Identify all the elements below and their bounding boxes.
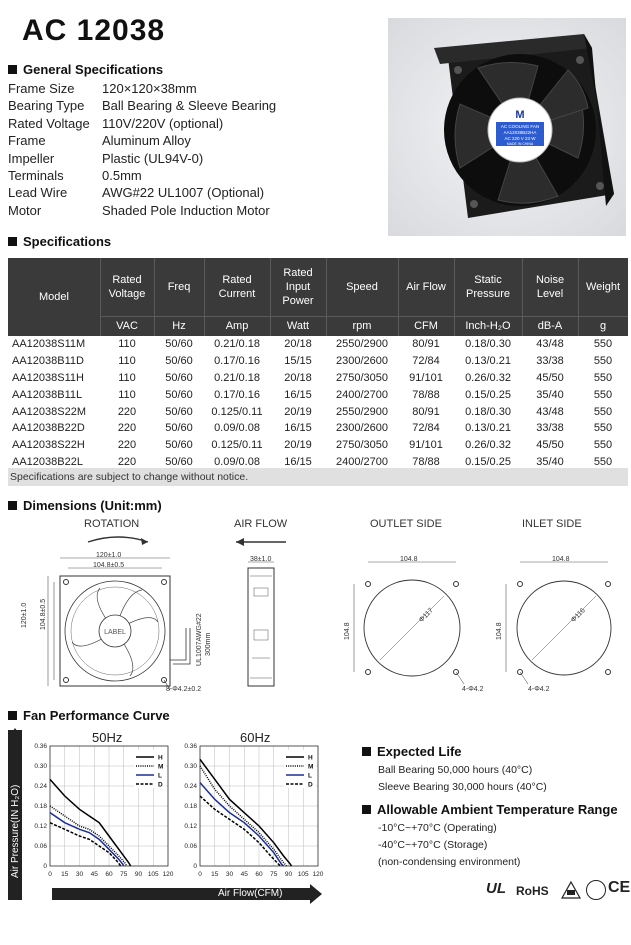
outlet-width: 104.8 bbox=[400, 556, 418, 563]
spec-table-cell: 550 bbox=[593, 338, 613, 351]
y-tick-label: 0.36 bbox=[184, 743, 197, 750]
front-view-drawing bbox=[30, 530, 220, 700]
bullet-square-icon bbox=[8, 65, 17, 74]
rohs-mark: RoHS bbox=[516, 884, 549, 898]
legend-label: D bbox=[158, 781, 163, 789]
airflow-label: AIR FLOW bbox=[234, 518, 288, 530]
general-spec-key: Impeller bbox=[8, 150, 55, 166]
spec-table-cell: 91/101 bbox=[409, 439, 443, 452]
spec-table-cell: 550 bbox=[593, 388, 613, 401]
general-spec-heading bbox=[8, 62, 163, 77]
spec-table-cell: 0.15/0.25 bbox=[465, 455, 511, 468]
x-tick-label: 45 bbox=[240, 871, 248, 878]
rotation-label: ROTATION bbox=[84, 518, 140, 530]
spec-table-row bbox=[8, 386, 628, 403]
x-axis-label: Air Flow(CFM) bbox=[218, 888, 283, 899]
performance-heading bbox=[8, 708, 170, 723]
spec-header-cell: Noise Level bbox=[535, 274, 565, 300]
spec-table-cell: 43/48 bbox=[536, 338, 564, 351]
y-tick-label: 0.36 bbox=[34, 743, 47, 750]
spec-table-cell: 72/84 bbox=[412, 422, 440, 435]
expected-life-line: Ball Bearing 50,000 hours (40°C) bbox=[378, 764, 533, 776]
outlet-side-label: OUTLET SIDE bbox=[370, 518, 442, 530]
spec-table-cell: 0.26/0.32 bbox=[465, 439, 511, 452]
spec-header-cell: Rated Voltage bbox=[108, 274, 146, 300]
spec-table-cell: 50/60 bbox=[165, 439, 193, 452]
outlet-side-drawing bbox=[340, 550, 470, 700]
spec-table-row bbox=[8, 420, 628, 437]
spec-table-cell: 220 bbox=[117, 455, 137, 468]
x-tick-label: 75 bbox=[120, 871, 128, 878]
spec-table-cell: 550 bbox=[593, 355, 613, 368]
x-tick-label: 90 bbox=[134, 871, 143, 878]
bullet-square-icon bbox=[362, 805, 371, 814]
spec-unit-cell: dB-A bbox=[537, 320, 563, 332]
general-spec-value: Aluminum Alloy bbox=[102, 133, 191, 149]
spec-table-cell: 550 bbox=[593, 439, 613, 452]
legend-label: L bbox=[158, 772, 162, 780]
spec-unit-cell: Amp bbox=[225, 320, 249, 332]
x-tick-label: 0 bbox=[48, 871, 52, 878]
spec-table-cell: 50/60 bbox=[165, 455, 193, 468]
page-title: AC 12038 bbox=[22, 14, 166, 47]
y-tick-label: 0.06 bbox=[184, 843, 197, 850]
chart-50hz bbox=[26, 740, 176, 888]
spec-header-cell: Speed bbox=[346, 281, 378, 293]
spec-table-cell: AA12038B22L bbox=[12, 455, 83, 468]
y-tick-label: 0.30 bbox=[184, 763, 197, 770]
y-tick-label: 0 bbox=[193, 863, 197, 870]
y-tick-label: 0.18 bbox=[34, 803, 47, 810]
spec-unit-cell: Inch-H₂O bbox=[465, 320, 511, 332]
legend-label: M bbox=[308, 763, 314, 771]
spec-table-cell: 0.125/0.11 bbox=[211, 439, 263, 452]
y-tick-label: 0.24 bbox=[34, 783, 47, 790]
label-text: LABEL bbox=[104, 629, 126, 636]
photo-label-line: MADE IN CHINA bbox=[506, 142, 534, 146]
spec-header-cell: Model bbox=[39, 291, 69, 303]
general-spec-row bbox=[8, 150, 276, 167]
spec-table-cell: 16/15 bbox=[284, 388, 312, 401]
spec-table-cell: 33/38 bbox=[536, 355, 564, 368]
spec-table-cell: 0.125/0.11 bbox=[211, 405, 263, 418]
y-axis-label: Air Pressure(IN H₂O) bbox=[10, 784, 21, 878]
spec-table-cell: 0.13/0.21 bbox=[465, 355, 511, 368]
x-tick-label: 105 bbox=[297, 871, 309, 878]
spec-table-cell: 50/60 bbox=[165, 371, 193, 384]
spec-table-cell: 110 bbox=[118, 371, 136, 384]
spec-header-cell: Static Pressure bbox=[465, 274, 511, 300]
bullet-square-icon bbox=[8, 237, 17, 246]
legend-label: L bbox=[308, 772, 312, 780]
series-line-L bbox=[50, 813, 124, 866]
general-spec-value: Shaded Pole Induction Motor bbox=[102, 202, 270, 218]
chart-50hz-title: 50Hz bbox=[92, 730, 123, 745]
x-tick-label: 45 bbox=[90, 871, 98, 878]
general-spec-row bbox=[8, 132, 276, 149]
performance-heading-text: Fan Performance Curve bbox=[23, 708, 170, 723]
spec-table-row bbox=[8, 353, 628, 370]
wire-length: 300mm bbox=[205, 632, 212, 656]
spec-table-cell: 110 bbox=[118, 338, 136, 351]
spec-table-cell: 220 bbox=[117, 422, 137, 435]
fan-photo-image bbox=[388, 18, 626, 236]
spec-table-cell: 80/91 bbox=[412, 405, 440, 418]
x-tick-label: 60 bbox=[255, 871, 263, 878]
spec-table-cell: 50/60 bbox=[165, 338, 193, 351]
spec-table-cell: 78/88 bbox=[412, 455, 440, 468]
spec-table-cell: 20/18 bbox=[284, 338, 312, 351]
spec-table-row bbox=[8, 336, 628, 353]
spec-unit-cell: g bbox=[599, 320, 607, 332]
general-spec-list bbox=[8, 80, 276, 219]
general-spec-row bbox=[8, 184, 276, 201]
general-spec-key: Lead Wire bbox=[8, 185, 68, 201]
spec-table-cell: 2550/2900 bbox=[336, 338, 388, 351]
spec-table-cell: AA12038S22H bbox=[12, 439, 85, 452]
ambient-line: -10°C~+70°C (Operating) bbox=[378, 822, 497, 834]
spec-table-cell: AA12038B11D bbox=[12, 355, 84, 368]
spec-table-cell: 2300/2600 bbox=[336, 422, 388, 435]
ce-mark-icon: CE bbox=[608, 879, 631, 896]
spec-table-cell: 0.26/0.32 bbox=[465, 371, 511, 384]
spec-unit-cell: Hz bbox=[172, 320, 186, 332]
spec-table-cell: 0.13/0.21 bbox=[465, 422, 511, 435]
spec-table-cell: 0.17/0.16 bbox=[214, 388, 260, 401]
spec-table-cell: 0.18/0.30 bbox=[465, 338, 511, 351]
series-line-H bbox=[50, 779, 131, 866]
spec-table-row bbox=[8, 403, 628, 420]
spec-table-cell: 45/50 bbox=[536, 439, 564, 452]
spec-table-cell: 0.21/0.18 bbox=[214, 338, 260, 351]
specifications-heading-text: Specifications bbox=[23, 234, 112, 249]
expected-life-line: Sleeve Bearing 30,000 hours (40°C) bbox=[378, 781, 547, 793]
spec-table-cell: 220 bbox=[117, 439, 137, 452]
spec-table-cell: 33/38 bbox=[536, 422, 564, 435]
y-tick-label: 0.30 bbox=[34, 763, 47, 770]
x-tick-label: 15 bbox=[211, 871, 219, 878]
chart-60hz-title: 60Hz bbox=[240, 730, 271, 745]
spec-table-cell: AA12038B11L bbox=[12, 388, 83, 401]
spec-table-cell: 20/18 bbox=[284, 371, 312, 384]
ambient-line: -40°C~+70°C (Storage) bbox=[378, 839, 488, 851]
spec-table-cell: AA12038S22M bbox=[12, 405, 86, 418]
spec-table-cell: 550 bbox=[593, 405, 613, 418]
series-line-D bbox=[50, 823, 121, 866]
spec-unit-cell: Watt bbox=[286, 320, 310, 332]
spec-table-cell: 16/15 bbox=[284, 455, 312, 468]
photo-label-line: AA12038B22HA bbox=[503, 130, 537, 135]
series-line-D bbox=[200, 796, 281, 866]
bullet-square-icon bbox=[8, 711, 17, 720]
spec-table-cell: 110 bbox=[118, 388, 136, 401]
front-height-inner: 104.8±0.5 bbox=[40, 598, 47, 630]
inlet-side-label: INLET SIDE bbox=[522, 518, 582, 530]
spec-table-cell: 550 bbox=[593, 371, 613, 384]
general-spec-key: Motor bbox=[8, 202, 42, 218]
ul-mark-icon: UL bbox=[486, 880, 506, 897]
tuv-mark-icon bbox=[560, 880, 582, 900]
outlet-diameter: Φ117 bbox=[417, 607, 435, 624]
spec-table-cell: 0.09/0.08 bbox=[214, 422, 260, 435]
legend-label: M bbox=[158, 763, 164, 771]
general-spec-heading-text: General Specifications bbox=[23, 62, 164, 77]
x-tick-label: 120 bbox=[312, 871, 324, 878]
series-line-L bbox=[200, 783, 284, 866]
legend-label: D bbox=[308, 781, 313, 789]
spec-table-cell: 78/88 bbox=[412, 388, 440, 401]
general-spec-row bbox=[8, 202, 276, 219]
front-width-outer: 120±1.0 bbox=[96, 552, 122, 559]
spec-table-body bbox=[8, 336, 628, 470]
general-spec-key: Rated Voltage bbox=[8, 115, 90, 131]
inlet-height: 104.8 bbox=[496, 622, 503, 640]
ring-mark-icon bbox=[586, 880, 606, 900]
spec-table-cell: 50/60 bbox=[165, 405, 193, 418]
bullet-square-icon bbox=[8, 501, 17, 510]
spec-table-cell: 0.09/0.08 bbox=[214, 455, 260, 468]
spec-note: Specifications are subject to change without notice. bbox=[8, 468, 628, 486]
spec-table-cell: 0.15/0.25 bbox=[465, 388, 511, 401]
general-spec-row bbox=[8, 80, 276, 97]
inlet-diameter: Φ116 bbox=[569, 607, 587, 624]
side-depth: 38±1.0 bbox=[250, 556, 272, 563]
mount-holes-front: 8-Φ4.2±0.2 bbox=[166, 686, 202, 693]
spec-table-row bbox=[8, 370, 628, 387]
x-tick-label: 105 bbox=[147, 871, 159, 878]
spec-table-cell: 45/50 bbox=[536, 371, 564, 384]
y-tick-label: 0.12 bbox=[184, 823, 197, 830]
spec-table-cell: 20/19 bbox=[284, 405, 312, 418]
spec-unit-cell: rpm bbox=[352, 320, 372, 332]
spec-table-cell: 35/40 bbox=[536, 388, 564, 401]
spec-table-cell: 550 bbox=[593, 422, 613, 435]
spec-table-cell: 16/15 bbox=[284, 422, 312, 435]
spec-table-row bbox=[8, 437, 628, 454]
spec-table-cell: 2300/2600 bbox=[336, 355, 388, 368]
general-spec-row bbox=[8, 97, 276, 114]
x-tick-label: 75 bbox=[270, 871, 278, 878]
x-tick-label: 15 bbox=[61, 871, 69, 878]
spec-table-cell: 0.18/0.30 bbox=[465, 405, 511, 418]
spec-table-cell: 0.21/0.18 bbox=[214, 371, 260, 384]
general-spec-key: Frame bbox=[8, 133, 46, 149]
general-spec-value: AWG#22 UL1007 (Optional) bbox=[102, 185, 265, 201]
photo-label-line: AC 220 V 23 W bbox=[504, 136, 536, 141]
expected-life-heading bbox=[362, 744, 462, 759]
bullet-square-icon bbox=[362, 747, 371, 756]
outlet-holes: 4-Φ4.2 bbox=[462, 686, 484, 693]
spec-table-cell: AA12038B22D bbox=[12, 422, 85, 435]
ambient-heading bbox=[362, 802, 618, 817]
general-spec-value: Ball Bearing & Sleeve Bearing bbox=[102, 98, 277, 114]
ambient-line: (non-condensing environment) bbox=[378, 856, 521, 868]
chart-60hz bbox=[176, 740, 326, 888]
general-spec-key: Frame Size bbox=[8, 81, 75, 96]
spec-table-cell: 2750/3050 bbox=[336, 371, 388, 384]
general-spec-value: 110V/220V (optional) bbox=[102, 115, 224, 131]
spec-table-cell: 50/60 bbox=[165, 355, 193, 368]
y-tick-label: 0.18 bbox=[184, 803, 197, 810]
front-width-inner: 104.8±0.5 bbox=[93, 562, 125, 569]
series-line-H bbox=[200, 759, 291, 866]
spec-table-cell: 50/60 bbox=[165, 388, 193, 401]
general-spec-value: 120×120×38mm bbox=[102, 81, 197, 96]
spec-header-cell: Freq bbox=[167, 281, 191, 293]
outlet-height: 104.8 bbox=[344, 622, 351, 640]
x-tick-label: 90 bbox=[284, 871, 293, 878]
photo-label-line: AC COOLING FAN bbox=[500, 124, 540, 129]
legend-label: H bbox=[308, 754, 313, 762]
ambient-heading-text: Allowable Ambient Temperature Range bbox=[377, 802, 618, 817]
y-tick-label: 0.06 bbox=[34, 843, 47, 850]
y-tick-label: 0 bbox=[43, 863, 47, 870]
spec-table-cell: 110 bbox=[118, 355, 136, 368]
spec-table-cell: 0.17/0.16 bbox=[214, 355, 260, 368]
spec-table-cell: AA12038S11M bbox=[12, 338, 86, 351]
photo-logo: M bbox=[515, 109, 525, 121]
spec-table-cell: 2400/2700 bbox=[336, 388, 388, 401]
x-tick-label: 30 bbox=[75, 871, 84, 878]
inlet-width: 104.8 bbox=[552, 556, 570, 563]
dimensions-heading bbox=[8, 498, 162, 513]
legend-label: H bbox=[158, 754, 163, 762]
spec-header-cell: Air Flow bbox=[406, 281, 446, 293]
spec-table-header bbox=[8, 258, 628, 336]
spec-table-cell: 20/19 bbox=[284, 439, 312, 452]
spec-header-cell: Weight bbox=[585, 281, 621, 293]
spec-table-cell: 2400/2700 bbox=[336, 455, 388, 468]
general-spec-key: Terminals bbox=[8, 168, 64, 184]
x-tick-label: 30 bbox=[225, 871, 234, 878]
inlet-holes: 4-Φ4.2 bbox=[528, 686, 550, 693]
spec-table-cell: AA12038S11H bbox=[12, 371, 84, 384]
spec-table-cell: 50/60 bbox=[165, 422, 193, 435]
general-spec-value: 0.5mm bbox=[102, 168, 142, 184]
spec-unit-cell: CFM bbox=[414, 320, 438, 332]
y-tick-label: 0.12 bbox=[34, 823, 47, 830]
y-axis-arrow-icon bbox=[8, 728, 22, 738]
general-spec-row bbox=[8, 115, 276, 132]
front-height-outer: 120±1.0 bbox=[21, 602, 28, 628]
spec-header-cell: Rated Current bbox=[218, 274, 256, 300]
wire-spec: UL1007AWG#22 bbox=[196, 613, 203, 666]
general-spec-key: Bearing Type bbox=[8, 98, 85, 114]
specifications-heading bbox=[8, 234, 111, 249]
spec-table-cell: 80/91 bbox=[412, 338, 440, 351]
x-tick-label: 60 bbox=[105, 871, 113, 878]
rotation-arrow-icon bbox=[88, 537, 148, 542]
spec-table-cell: 550 bbox=[593, 455, 613, 468]
inlet-side-drawing bbox=[492, 550, 622, 700]
spec-table-cell: 35/40 bbox=[536, 455, 564, 468]
general-spec-value: Plastic (UL94V-0) bbox=[102, 150, 204, 166]
spec-header-cell: Rated Input Power bbox=[282, 267, 314, 307]
spec-table-cell: 2750/3050 bbox=[336, 439, 388, 452]
spec-table-cell: 2550/2900 bbox=[336, 405, 388, 418]
x-tick-label: 0 bbox=[198, 871, 202, 878]
spec-table-cell: 72/84 bbox=[412, 355, 440, 368]
expected-life-heading-text: Expected Life bbox=[377, 744, 462, 759]
spec-table-cell: 220 bbox=[117, 405, 137, 418]
spec-unit-cell: VAC bbox=[116, 320, 138, 332]
spec-table-cell: 91/101 bbox=[409, 371, 443, 384]
x-tick-label: 120 bbox=[162, 871, 174, 878]
spec-table-cell: 43/48 bbox=[536, 405, 564, 418]
product-photo bbox=[388, 18, 626, 236]
spec-table-cell: 15/15 bbox=[284, 355, 312, 368]
dimensions-heading-text: Dimensions (Unit:mm) bbox=[23, 498, 162, 513]
general-spec-row bbox=[8, 167, 276, 184]
y-tick-label: 0.24 bbox=[184, 783, 197, 790]
